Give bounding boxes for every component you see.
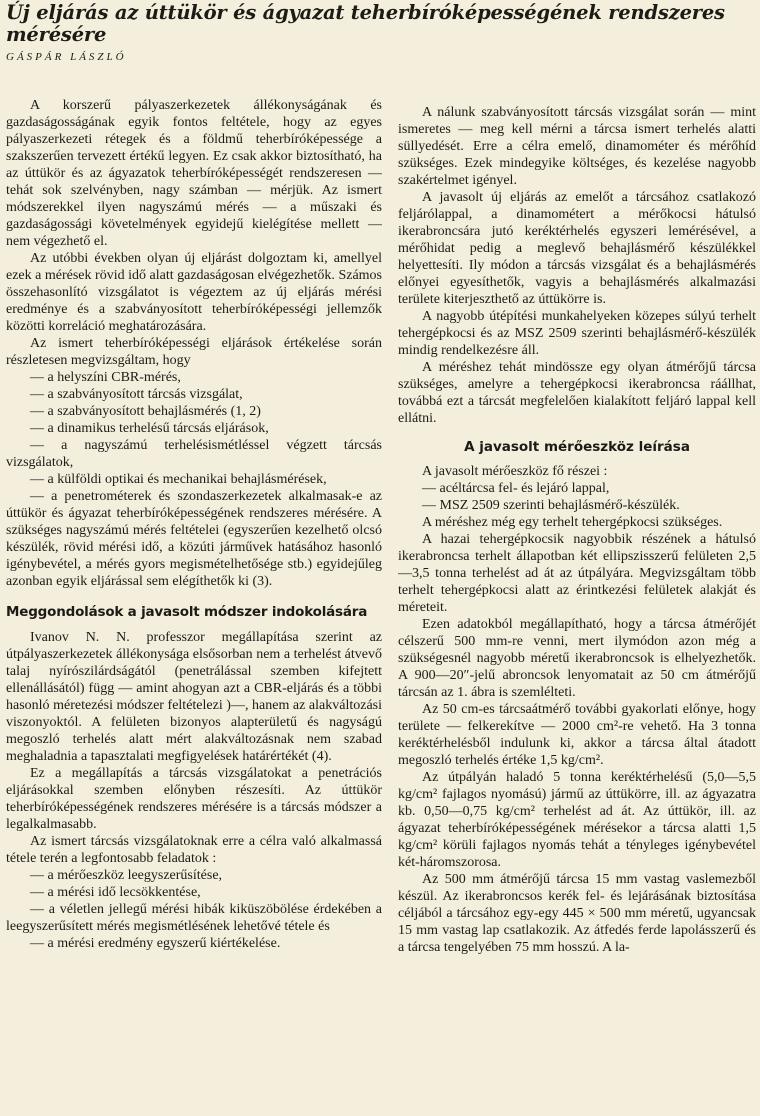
left-column — [6, 97, 382, 1109]
paragraph: A nálunk szabványosított tárcsás vizsgálat során — mint ismeretes — meg kell mérni a tárcsa ismert terhelés alatti süllyedését. Erre a célra emelő, dinamométer és mérőhíd szükséges. Ezek mindegyike költséges, és kezelése nagyobb szakértelmet igényel. — [398, 105, 756, 188]
list-item: — a külföldi optikai és mechanikai behajlásmérések, — [30, 472, 327, 487]
paragraph: A méréshez még egy terhelt tehergépkocsi szükséges. — [422, 515, 723, 530]
paragraph: A javasolt új eljárás az emelőt a tárcsához csatlakozó feljárólappal, a dinamométert a mérőkocsi hátulsó ikerabroncsára jutó keréktérhelés egyszeri lemérésével, a mérőhidat pedig a meglevő behajlásmérő készülékkel helyettesíti. Ily módon a tárcsás vizsgálat és a behajlásmérés előnyei egyesíthetők, vagyis a behajlásmérés alkalmazási területe kiterjeszthető az úttükörre is. — [398, 190, 756, 307]
paragraph: Az utóbbi években olyan új eljárást dolgoztam ki, amellyel ezek a mérések rövid idő alatt gazdaságosan elvégezhetők. Számos összehasonlító vizsgálatot is végeztem az új eljárás mérési eredménye és a szabványosított teherbíróképességi jellemzők közötti korreláció meghatározására. — [6, 251, 382, 334]
paragraph: A hazai tehergépkocsik nagyobbik részének a hátulsó ikerabroncsa terhelt állapotban két ellipszisszerű felületen 2,5—3,5 tonna terhelést ad át az útpályára. Megvizsgáltam több terhelt tehergépkocsi alatt az érintkezési felületek alakját és méreteit. — [398, 532, 756, 615]
list-item: — a nagyszámú terhelésismétléssel végzett tárcsás vizsgálatok, — [6, 438, 382, 470]
section-heading: Meggondolások a javasolt módszer indokolására — [6, 604, 368, 620]
paragraph: Ez a megállapítás a tárcsás vizsgálatokat a penetrációs eljárásokkal szemben előnyben részesíti. Az úttükör teherbíróképességének rendszeres mérésére is a tárcsás módszer a legalkalmasabb. — [6, 766, 382, 832]
list-item: — a dinamikus terhelésű tárcsás eljárások, — [30, 421, 269, 436]
list-item: — a helyszíni CBR-mérés, — [30, 370, 181, 385]
paragraph: Az 50 cm-es tárcsaátmérő további gyakorlati előnye, hogy területe — felkerekítve — 2000 cm²-re vehető. Ha 3 tonna keréktérhelésből indulunk ki, akkor a tárcsa által átadott megoszló terhelés értéke 1,5 kg/cm². — [398, 702, 756, 768]
section-heading: A javasolt mérőeszköz leírása — [464, 439, 690, 455]
paragraph: Az ismert teherbíróképességi eljárások értékelése során részletesen megvizsgáltam, hogy — [6, 336, 382, 368]
article-author: GÁSPÁR LÁSZLÓ — [6, 51, 127, 63]
paragraph: Ezen adatokból megállapítható, hogy a tárcsa átmérőjét célszerű 500 mm-re venni, mert ilymódon azon még a szükségesnél nagyobb méretű ikerabroncsok is elhelyezhetők. A 900—20″-jelű abroncsok lenyomatait az 50 cm átmérőjű tárcsán az 1. ábra is szemlélteti. — [398, 617, 756, 700]
list-item: — acéltárcsa fel- és lejáró lappal, — [422, 481, 610, 496]
list-item: — MSZ 2509 szerinti behajlásmérő-készülék. — [422, 498, 680, 513]
list-item: — a penetrométerek és szondaszerkezetek alkalmasak-e az úttükör és ágyazat teherbíróképességének rendszeres mérésére. A szükséges nagyszámú mérés feltételei (egyszerűen kezelhető olcsó készülék, rövid mérési idő, a közúti járművek hatásához hasonló igénybevétel, a mérés gyors megismételhetősége stb.) egyidejűleg azonban egyik eljárással sem elégíthetők ki (3). — [6, 489, 382, 589]
article-title: Új eljárás az úttükör és ágyazat teherbíróképességének rendszeres mérésére — [6, 1, 725, 46]
article-header — [6, 2, 756, 63]
paragraph: Az ismert tárcsás vizsgálatoknak erre a célra való alkalmassá tétele terén a legfontosabb feladatok : — [6, 834, 382, 866]
paragraph: A nagyobb útépítési munkahelyeken közepes súlyú terhelt tehergépkocsi és az MSZ 2509 szerinti behajlásmérő-készülék mindig rendelkezésre áll. — [398, 309, 756, 358]
paragraph: Az 500 mm átmérőjű tárcsa 15 mm vastag vaslemezből készül. Az ikerabroncsos kerék fel- és lejárásának biztosítása céljából a tárcsához egy-egy 445 × 500 mm méretű, ugyancsak 15 mm vastag lap csatlakozik. Az átfedés ferde lapolásszerű és a tárcsa tengelyében 75 mm hosszú. A la- — [398, 872, 756, 955]
list-item: — a szabványosított tárcsás vizsgálat, — [30, 387, 243, 402]
paragraph: Ivanov N. N. professzor megállapítása szerint az útpályaszerkezetek állékonysága elsősorban nem a terhelést átvevő talaj nyírószilárdságától (penetrálással szemben kifejtett ellenállásától) függ — amint ahogyan azt a CBR-eljárás és a többi hasonló méretezési módszer feltételezi )—, hanem az alakváltozási viszonyoktól. A felületen bizonyos alapterületű és nagyságú megoszló terhelés alatt mért alakváltozásnak nem szabad meghaladnia a tapasztalati megfigyelések határértékét (4). — [6, 630, 382, 764]
paragraph: Az útpályán haladó 5 tonna keréktérhelésű (5,0—5,5 kg/cm² fajlagos nyomású) jármű az úttükörre, ill. az ágyazatra kb. 0,50—0,75 kg/cm² terhelést ad át. Az úttükör, ill. az ágyazat teherbíróképességének mérésekor a tárcsa alatti 1,5 kg/cm² körüli fajlagos nyomás tehát a tényleges igénybevétel két-háromszorosa. — [398, 770, 756, 870]
list-item: — a véletlen jellegű mérési hibák kiküszöbölése érdekében a leegyszerűsített mérés megismétlésének lehetővé tétele és — [6, 902, 382, 934]
list-item: — a mérési idő lecsökkentése, — [30, 885, 201, 900]
list-item: — a mérőeszköz leegyszerűsítése, — [30, 868, 223, 883]
paragraph: A méréshez tehát mindössze egy olyan átmérőjű tárcsa szükséges, amelyre a tehergépkocsi ikerabroncsa ráállhat, továbbá ezt a tárcsát megfelelően kialakított feljáró lappal kell ellátni. — [398, 360, 756, 426]
paragraph: A korszerű pályaszerkezetek állékonyságának és gazdaságosságának egyik fontos feltétele, hogy az egyes pályaszerkezeti rétegek és a földmű teherbíróképessége a szakszerűen tervezett értékű legyen. Ez csak akkor biztosítható, ha az úttükör és az ágyazatok teherbíróképességét rendszeresen — tehát sok szelvényben, nagy számban — mérjük. Az ismert módszerekkel ilyen nagyszámú mérés — a műszaki és gazdaságossági követelmények egyidejű kielégítése mellett — nem végezhető el. — [6, 98, 382, 249]
right-column — [398, 104, 756, 1116]
paragraph: A javasolt mérőeszköz fő részei : — [422, 464, 608, 479]
list-item: — a mérési eredmény egyszerű kiértékelése. — [30, 936, 281, 951]
list-item: — a szabványosított behajlásmérés (1, 2) — [30, 404, 261, 419]
